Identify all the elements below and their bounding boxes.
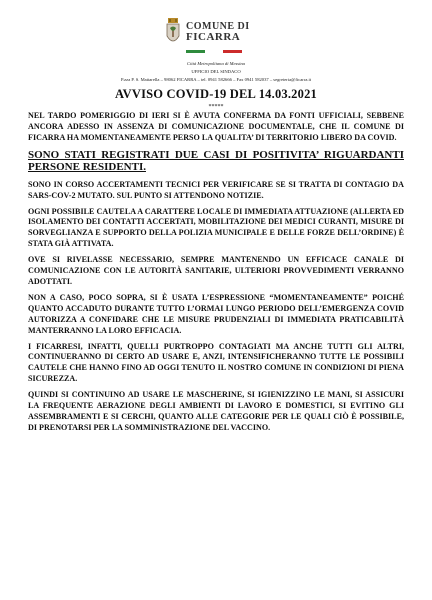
paragraph-positive-cases: SONO STATI REGISTRATI DUE CASI DI POSITIVITA’ RIGUARDANTI PERSONE RESIDENTI. (28, 148, 404, 174)
separator: ***** (208, 104, 224, 110)
comune-name: FICARRA (186, 31, 241, 43)
paragraph-checks: SONO IN CORSO ACCERTAMENTI TECNICI PER VERIFICARE SE SI TRATTA DI CONTAGIO DA SARS-COV-2 MUTATO. SUL PUNTO SI ATTENDONO NOTIZIE. (28, 179, 404, 200)
notice-body (0, 111, 432, 434)
paragraph-momentarily: NON A CASO, POCO SOPRA, SI È USATA L’ESPRESSIONE “MOMENTANEAMENTE” POICHÉ QUANTO ACCADUTO DURANTE TUTTO L’ORMAI LUNGO PERIODO DELL’EMERGENZA COVID AUTORIZZA A CONFIDARE CHE LE MISURE PRUDENZIALI DI IMMEDIATA PRATICABILITÀ MANTERRANNO LA LORO EFFICACIA. (28, 292, 404, 335)
metropolitan-city: Città Metropolitana di Messina (187, 61, 245, 66)
paragraph-confirmation: NEL TARDO POMERIGGIO DI IERI SI È AVUTA CONFERMA DA FONTI UFFICIALI, SEBBENE ANCORA ADESSO IN ASSENZA DI COMUNICAZIONE DOCUMENTALE, CHE IL COMUNE DI FICARRA HA MOMENTANEAMENTE PERSO LA QUALITA’ DI TERRITORIO LIBERO DA COVID. (28, 111, 404, 142)
paragraph-recommendations: QUINDI SI CONTINUINO AD USARE LE MASCHERINE, SI IGIENIZZINO LE MANI, SI ASSICURI LA FREQUENTE AERAZIONE DEGLI AMBIENTI DI LAVORO E DOMESTICI, SI EVITINO GLI ASSEMBRAMENTI E SI CERCHI, QUANTO ALLE CATEGORIE PER LE QUALI CIÒ È POSSIBILE, DI PRENOTARSI PER LA SOMMINISTRAZIONE DEL VACCINO. (28, 390, 404, 432)
municipality-title (186, 21, 266, 43)
contact-line: P.zza P. S. Mattarella – 98062 FICARRA – tel. 0941 582666 – Fax 0941 582037 – segreteria@ficarra.it (120, 77, 312, 82)
letterhead (0, 8, 432, 60)
comune-prefix: COMUNE DI (186, 21, 250, 32)
notice-title: AVVISO COVID-19 DEL 14.03.2021 (115, 87, 317, 101)
coat-of-arms-icon (165, 18, 181, 48)
paragraph-further-measures: OVE SI RIVELASSE NECESSARIO, SEMPRE MANTENENDO UN EFFICACE CANALE DI COMUNICAZIONE CON LE AUTORITÀ SANITARIE, ULTERIORI PROVVEDIMENTI VERRANNO ADOTTATI. (28, 255, 404, 286)
paragraph-citizens: I FICARRESI, INFATTI, QUELLI PURTROPPO CONTAGIATI MA ANCHE TUTTI GLI ALTRI, CONTINUERANNO DI CERTO AD USARE E, ANZI, INTENSIFICHERANNO TUTTE LE POSSIBILI CAUTELE CHE HANNO FINO AD OGGI TENUTO IL NOSTRO COMUNE IN CONDIZIONI DI PIENA SICUREZZA. (28, 341, 404, 384)
office-name: UFFICIO DEL SINDACO (191, 69, 241, 74)
paragraph-precautions: OGNI POSSIBILE CAUTELA A CARATTERE LOCALE DI IMMEDIATA ATTUAZIONE (ALLERTA ED ISOLAMENTO DEI CONTATTI ACCERTATI, MOBILITAZIONE DEI MEDICI CURANTI, MISURE DI SORVEGLIANZA E SUPPORTO DELLA POLIZIA MUNICIPALE E DELLE FORZE DELL’ORDINE) È STATA GIÀ ATTIVATA. (28, 206, 404, 249)
flag-stripe (186, 50, 242, 53)
